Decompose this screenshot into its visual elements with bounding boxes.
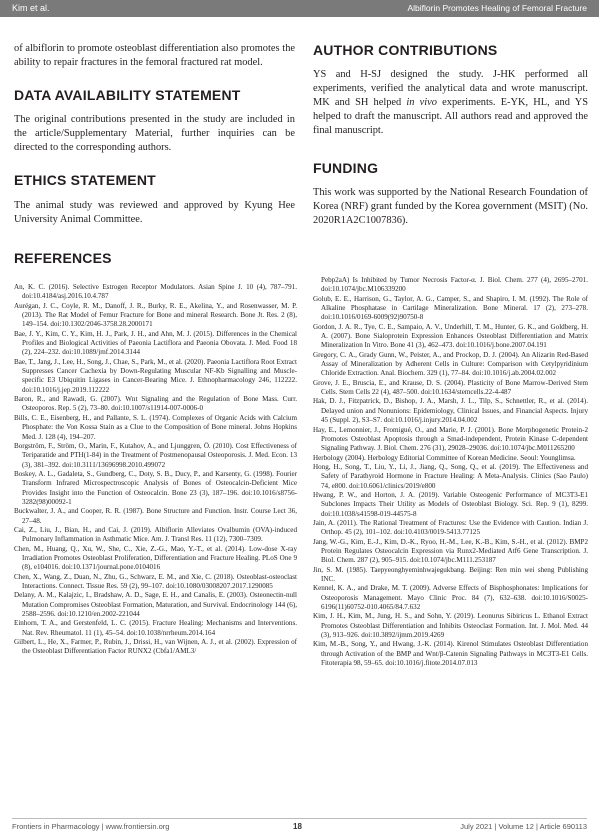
data-availability-heading: DATA AVAILABILITY STATEMENT — [14, 87, 241, 103]
reference-item: Golub, E. E., Harrison, G., Taylor, A. G., Camper, S., and Shapiro, I. M. (1992). The Role of Alkaline Phosphatase in Cartilage Mineralization. Bone Mineral. 17 (2), 273–278. doi:10.1016/0169-6009(92)90750-8 — [313, 294, 588, 322]
header-title: Albiflorin Promotes Healing of Femoral Fracture — [407, 3, 587, 13]
reference-item: Gordon, J. A. R., Tye, C. E., Sampaio, A. V., Underhill, T. M., Hunter, G. K., and Goldberg, H. A. (2007). Bone Sialoprotein Expression Enhances Osteoblast Differentiation and Matrix Mineralization In Vitro. Bone 41 (3), 462–473. doi:10.1016/j.bone.2007.04.191 — [313, 322, 588, 350]
reference-item: Delany, A. M., Kalajzic, I., Bradshaw, A. D., Sage, E. H., and Canalis, E. (2003). Osteonectin-null Mutation Compromises Osteoblast Formation, Maturation, and Survival. Endocrinology 144 (6), 2588–2596. doi:10.1210/en.2002-221044 — [14, 591, 297, 619]
author-contributions-text: YS and H-SJ designed the study. J-HK performed all experiments, verified the analytical data and wrote manuscript. MK and SH helped in vivo experiments. E-YK, HL, and YS helped to draft the manuscript. All authors read and approved the final manuscript. — [313, 69, 588, 136]
reference-item: Buckwalter, J. A., and Cooper, R. R. (1987). Bone Structure and Function. Instr. Course Lect 36, 27–48. — [14, 507, 297, 525]
reference-item: Cai, Z., Liu, J., Bian, H., and Cai, J. (2019). Albiflorin Alleviates Ovalbumin (OVA)-induced Pulmonary Inflammation in Asthmatic Mice. Am. J. Transl Res. 11 (12), 7300–7309. — [14, 525, 297, 544]
intro-fragment: of albiflorin to promote osteoblast differentiation also promotes the ability to repair fractures in the femoral fractured rat model. — [14, 43, 295, 68]
reference-item: Kim, J. H., Kim, M., Jung, H. S., and Sohn, Y. (2019). Leonurus Sibiricus L. Ethanol Extract Promotes Osteoblast Differentiation and Inhibits Osteoclast Formation. Int. J. Mol. Med. 44 (3), 913–926. doi:10.3892/ijmm.2019.4269 — [313, 612, 588, 640]
reference-item: Bills, C. E., Eisenberg, H., and Pallante, S. L. (1974). Complexes of Organic Acids with Calcium Phosphate: the Von Kossa Stain as a Clue to the Composition of Bone mineral. Johns Hopkins Med. J. 128 (4), 194–207. — [14, 413, 297, 441]
data-availability-text: The original contributions presented in the study are included in the article/Supplementary Material, further inquiries can be directed to the corresponding authors. — [14, 114, 295, 153]
footer-issue: July 2021 | Volume 12 | Article 690113 — [460, 822, 587, 831]
ethics-text: The animal study was reviewed and approved by Kyung Hee University Animal Committee. — [14, 200, 295, 225]
reference-item: Hwang, P. W., and Horton, J. A. (2019). Variable Osteogenic Performance of MC3T3-E1 Subclones Impacts Their Utility as Models of Osteoblast Biology. Sci. Rep. 9 (1), 8299. doi:10.1038/s41598-019-44575-8 — [313, 490, 588, 518]
reference-item: Hong, H., Song, T., Liu, Y., Li, J., Jiang, Q., Song, Q., et al. (2019). The Effectiveness and Safety of Parathyroid Hormone in Fracture Healing: A Meta-Analysis. Clinics (Sao Paulo) 74, e800. doi:10.6061/clinics/2019/e800 — [313, 462, 588, 490]
funding-text: This work was supported by the National Research Foundation of Korea (NRF) grant funded by the Korea government (MSIT) (No. 2020R1A2C1007836). — [313, 187, 588, 226]
ethics-heading: ETHICS STATEMENT — [14, 172, 156, 188]
reference-item: Kim, M.-B., Song, Y., and Hwang, J.-K. (2014). Kirenol Stimulates Osteoblast Differentiation through Activation of the BMP and Wnt/β-Catenin Signaling Pathways in MC3T3-E1 Cells. Fitoterapia 98, 59–65. doi:10.1016/j.fitote.2014.07.013 — [313, 640, 588, 668]
footer-rule — [12, 818, 587, 819]
reference-item: Jang, W.-G., Kim, E.-J., Kim, D.-K., Ryoo, H.-M., Lee, K.-B., Kim, S.-H., et al. (2012). BMP2 Protein Regulates Osteocalcin Expression via Runx2-Mediated Atf6 Gene Transcription. J. Biol. Chem. 287 (2), 905–915. doi:10.1074/jbc.M111.253187 — [313, 537, 588, 565]
reference-item: Jin, S. M. (1985). Taepyeonghyeminhwajegukbang. Beijing: Ren min wei sheng Publishing INC. — [313, 565, 588, 583]
reference-item: Borgström, F., Ström, O., Marin, F., Kutahov, A., and Ljunggren, Ö. (2010). Cost Effectiveness of Teriparatide and PTH(1-84) in the Treatment of Postmenopausal Osteoporosis. J. Med. Econ. 13 (3), 381–392. doi:10.3111/13696998.2010.499072 — [14, 441, 297, 469]
reference-item: Einhorn, T. A., and Gerstenfeld, L. C. (2015). Fracture Healing: Mechanisms and Interventions. Nat. Rev. Rheumatol. 11 (1), 45–54. doi:10.1038/nrrheum.2014.164 — [14, 619, 297, 637]
reference-item: Hay, E., Lemonnier, J., Fromigué, O., and Marie, P. J. (2001). Bone Morphogenetic Protein-2 Promotes Osteoblast Apoptosis through a Smad-independent, Protein Kinase C-dependent Signaling Pathway. J. Biol. Chem. 276 (31), 29028–29036. doi:10.1074/jbc.M011265200 — [313, 425, 588, 453]
reference-item: An, K. C. (2016). Selective Estrogen Receptor Modulators. Asian Spine J. 10 (4), 787–791. doi:10.4184/asj.2016.10.4.787 — [14, 283, 297, 301]
reference-item: Grove, J. E., Bruscia, E., and Krause, D. S. (2004). Plasticity of Bone Marrow-Derived Stem Cells. Stem Cells 22 (4), 487–500. doi:10.1634/stemcells.22-4-487 — [313, 378, 588, 397]
reference-item: Hak, D. J., Fitzpatrick, D., Bishop, J. A., Marsh, J. L., Tilp, S., Schnettler, R., et al. (2014). Delayed union and Nonunions: Epidemiology, Clinical Issues, and Financial Aspects. Injury 45 (Suppl. 2), S3–S7. doi:10.1016/j.injury.2014.04.002 — [313, 397, 588, 425]
reference-item: Boskey, A. L., Gadaleta, S., Gundberg, C., Doty, S. B., Ducy, P., and Karsenty, G. (1998). Fourier Transform Infrared Microspectroscopic Analysis of Bones of Osteocalcin-Deficient Mice Provides Insight into the Function of Osteocalcin. Bone 23 (3), 187–196. doi:10.1016/s8756-3282(98)00092-1 — [14, 469, 297, 506]
reference-item: Aurégan, J. C., Coyle, R. M., Danoff, J. R., Burky, R. E., Akelina, Y., and Rosenwasser, M. P. (2013). The Rat Model of Femur Fracture for Bone and mineral Research. Bone Jt. Res. 2 (8), 149–154. doi:10.1302/2046-3758.28.2000171 — [14, 301, 297, 329]
page-footer — [0, 818, 599, 835]
references-list-left — [14, 283, 297, 657]
reference-item: Bae, J. Y., Kim, C. Y., Kim, H. J., Park, J. H., and Ahn, M. J. (2015). Differences in the Chemical Profiles and Biological Activities of Paeonia Lactiflora and Paeonia Obovata. J. Med. Food 18 (2), 224–232. doi:10.1089/jmf.2014.3144 — [14, 329, 297, 357]
reference-item: Bae, T., Jang, J., Lee, H., Song, J., Chae, S., Park, M., et al. (2020). Paeonia Lactiflora Root Extract Suppresses Cancer Cachexia by Down-Regulating Muscular NF-Kb Signalling and Muscle-specific E3 Ubiquitin Ligases in Cancer-Bearing Mice. J. Ethnopharmacology 246, 112222. doi:10.1016/j.jep.2019.112222 — [14, 357, 297, 394]
running-header — [0, 0, 599, 17]
reference-item: Pebp2aA) Is Inhibited by Tumor Necrosis Factor-α. J. Biol. Chem. 277 (4), 2695–2701. doi:10.1074/jbc.M106339200 — [321, 276, 588, 294]
reference-item: Chen, X., Wang, Z., Duan, N., Zhu, G., Schwarz, E. M., and Xie, C. (2018). Osteoblast-osteoclast Interactions. Connect. Tissue Res. 59 (2), 99–107. doi:10.1080/03008207.2017.1290085 — [14, 572, 297, 590]
page-number: 18 — [293, 822, 302, 831]
references-heading: REFERENCES — [14, 250, 112, 266]
footer-journal: Frontiers in Pharmacology | www.frontiersin.org — [12, 822, 170, 831]
references-list-right — [313, 276, 588, 668]
reference-item: Gregory, C. A., Grady Gunn, W., Peister, A., and Prockop, D. J. (2004). An Alizarin Red-Based Assay of Mineralization by Adherent Cells in Culture: Comparison with Cetylpyridinium Chloride Extraction. Anal. Biochem. 329 (1), 77–84. doi:10.1016/j.ab.2004.02.002 — [313, 350, 588, 378]
reference-item: Chen, M., Huang, Q., Xu, W., She, C., Xie, Z.-G., Mao, Y.-T., et al. (2014). Low-dose X-ray Irradiation Promotes Osteoblast Proliferation, Differentiation and Fracture Healing. PLoS One 9 (8), e104016. doi:10.1371/journal.pone.0104016 — [14, 544, 297, 572]
author-contributions-heading: AUTHOR CONTRIBUTIONS — [313, 42, 498, 58]
funding-heading: FUNDING — [313, 160, 379, 176]
reference-item: Jain, A. (2011). The Rational Treatment of Fractures: Use the Evidence with Caution. Indian J. Orthop. 45 (2), 101–102. doi:10.4103/0019-5413.77125 — [313, 518, 588, 537]
reference-item: Gilbert, L., He, X., Farmer, P., Rubin, J., Drissi, H., van Wijnen, A. J., et al. (2002). Expression of the Osteoblast Differentiation Factor RUNX2 (Cbfa1/AML3/ — [14, 638, 297, 656]
reference-item: Baron, R., and Rawadi, G. (2007). Wnt Signaling and the Regulation of Bone Mass. Curr. Osteoporos. Rep. 5 (2), 73–80. doi:10.1007/s11914-007-0006-0 — [14, 395, 297, 413]
header-authors: Kim et al. — [12, 3, 50, 13]
reference-item: Herbology (2004). Herbology Editorial Committee of Korean Medicine. Seoul: Younglimsa. — [313, 453, 576, 462]
reference-item: Kennel, K. A., and Drake, M. T. (2009). Adverse Effects of Bisphosphonates: Implications for Osteoporosis Management. Mayo Clinic Proc. 84 (7), 632–638. doi:10.1016/S0025-6196(11)60752-010.4065/84.7.632 — [313, 584, 588, 612]
